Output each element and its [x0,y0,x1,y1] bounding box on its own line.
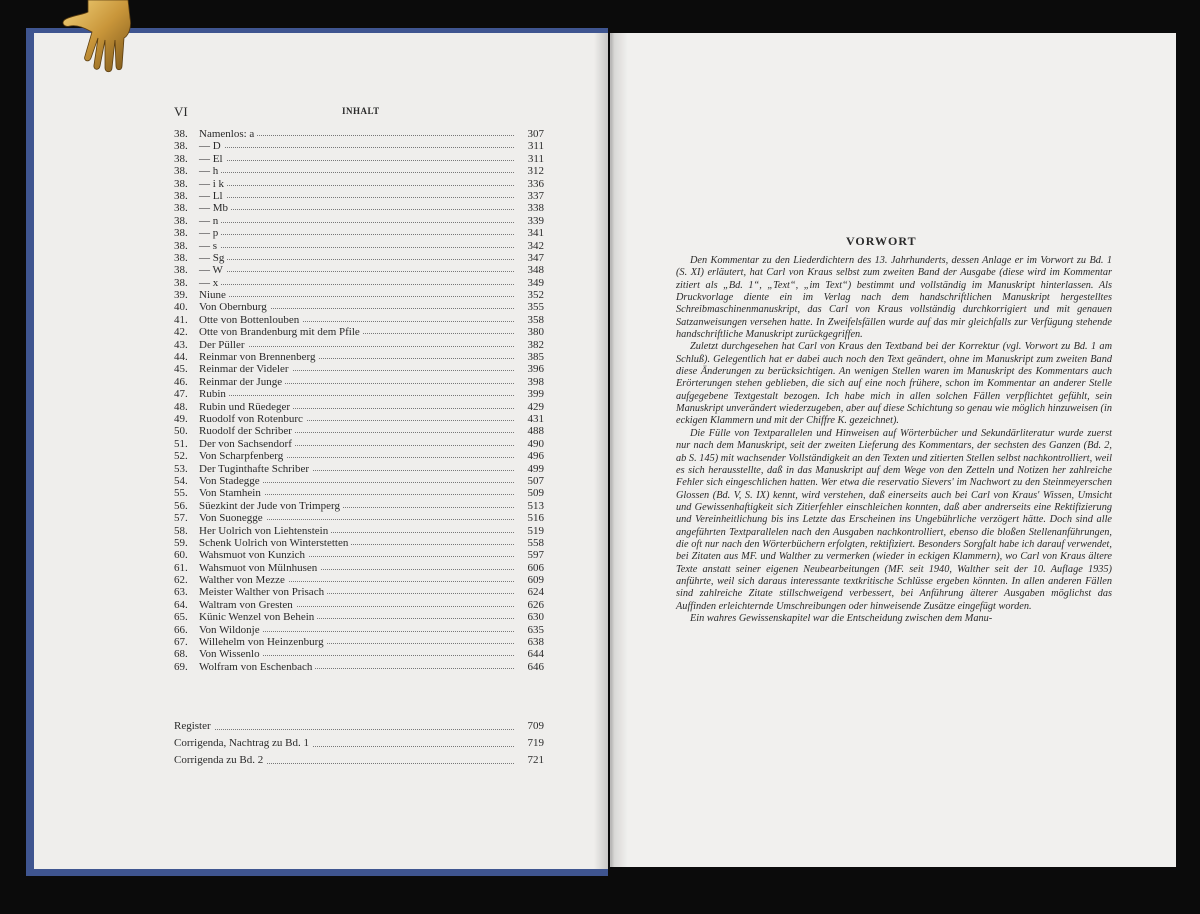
toc-entry [174,339,544,351]
toc-entry-label: — Mb [199,202,229,215]
toc-entry [174,153,544,165]
toc-entry-page: 338 [525,202,545,214]
toc-entry [174,549,544,561]
toc-entry-label: — x [199,276,219,289]
toc-entry [174,301,544,313]
toc-entry-label: Von Wissenlo [199,648,260,661]
toc-entry [174,425,544,437]
toc-entry-number: 49. [174,412,188,425]
toc-entry-label: Der von Sachsendorf [199,437,292,450]
toc-entry-page: 496 [525,450,545,462]
toc-entry-page: 385 [525,351,545,363]
toc-entry-label: Ruodolf von Rotenburc [199,412,303,425]
toc-entry-label: Schenk Uolrich von Winterstetten [199,536,349,549]
toc-entry-label: Von Suonegge [199,512,263,525]
foreword-title: VORWORT [846,234,917,248]
toc-entry-page: 380 [525,326,545,338]
toc-entry-page: 348 [525,264,545,276]
toc-entry-page: 347 [525,252,545,264]
toc-entry-label: Willehelm von Heinzenburg [199,636,324,649]
table-of-contents-appendix [174,718,544,769]
toc-entry-label: — D [199,140,221,153]
toc-entry [174,351,544,363]
toc-entry-number: 65. [174,611,188,624]
toc-entry-page: 638 [525,636,545,648]
toc-entry-label: Niune [199,289,226,302]
toc-entry [174,463,544,475]
toc-entry-number: 50. [174,425,188,438]
toc-entry-number: 38. [174,165,188,178]
toc-entry-number: 39. [174,289,188,302]
toc-entry-page: 624 [525,586,545,598]
toc-entry [174,475,544,487]
toc-entry-page: 507 [525,475,545,487]
toc-entry [174,401,544,413]
toc-entry [174,376,544,388]
toc-entry-page: 341 [525,227,545,239]
toc-entry-number: 56. [174,499,188,512]
toc-entry [174,500,544,512]
toc-entry-label: Otte von Brandenburg mit dem Pfile [199,326,360,339]
toc-entry-page: 488 [525,425,545,437]
toc-entry [174,388,544,400]
toc-entry-label: Corrigenda zu Bd. 2 [174,752,266,769]
toc-entry-page: 382 [525,339,545,351]
toc-entry-page: 429 [525,401,545,413]
toc-entry [174,202,544,214]
toc-entry-page: 516 [525,512,545,524]
toc-entry [174,624,544,636]
table-of-contents [174,128,544,673]
toc-entry [174,165,544,177]
toc-entry-number: 44. [174,351,188,364]
toc-entry-number: 64. [174,598,188,611]
leader-dots [174,147,514,148]
toc-entry-number: 38. [174,214,188,227]
toc-entry-label: Wahsmuot von Mülnhusen [199,561,318,574]
toc-entry-label: Reinmar der Junge [199,375,283,388]
toc-entry-label: Otte von Bottenlouben [199,313,300,326]
toc-entry-number: 38. [174,128,188,140]
toc-entry [174,190,544,202]
toc-entry-page: 490 [525,438,545,450]
toc-entry-label: Von Wildonje [199,623,260,636]
toc-entry-page: 311 [525,140,544,152]
toc-entry-label: — p [199,227,219,240]
toc-entry-page: 358 [525,314,545,326]
toc-entry [174,289,544,301]
toc-entry-page: 513 [525,500,545,512]
toc-entry-page: 709 [525,718,545,735]
toc-entry-number: 57. [174,512,188,525]
toc-entry-page: 635 [525,624,545,636]
toc-entry-number: 38. [174,189,188,202]
toc-appendix-entry [174,735,544,752]
toc-entry-label: Süezkint der Jude von Trimperg [199,499,340,512]
toc-entry-number: 69. [174,660,188,673]
toc-entry [174,512,544,524]
toc-entry-label: — Ll [199,189,223,202]
foreword-paragraph: Die Fülle von Textparallelen und Hinweisen auf Wörterbücher und Sekundärliteratur wurde zuerst nur nach dem Manuskript, seit der zweiten Lieferung des Kommentars, der sechsten des Ganzen (Bd. 2, ab S. 145) mit wachsender Vollständigkeit an den Texten und zitierten Stellen selbst nachkontrolliert, weil es sich herausstellte, daß in das Manuskript auf dem Wege von den Zetteln und Notizen her zahlreiche Fehler sich eingeschlichen hatten. Wer etwa die reservatio Sievers' im Nachwort zu den Steinmeyerschen Glossen (Bd. V, S. IX) kennt, wird verstehen, daß einerseits auch bei Carl von Kraus' Wissen, Umsicht und Gewissenhaftigkeit sich Zitierfehler einschleichen konnten, daß aber andrerseits eine Rektifizierung und Vereinheitlichung bis ins Letzte das Erscheinen ins Ungebührliche verzögert hätte. Doch sind alle angeführten Textparallelen nach den Ausgaben nachkontrolliert, ebenso die bloßen Stellenanführungen, die oft nur nach den Wörterbüchern erfolgten, rektifiziert. Besonders Sorgfalt habe ich darauf verwendet, bei Zitaten aus MF. und Walther zu vermerken (wieder in eckigen Klammern), wo Carl von Kraus ältere Texte anstatt seiner eigenen Neubearbeitungen (MF. seit 1940, Walther seit der 10. Auflage 1935) anführte, weil sich daraus interessante textkritische Schlüsse ergeben könnten. In allen anderen Fällen sind zahlreiche Zitate stillschweigend verbessert, bei Anführung älterer Ausgaben möglichst das Auffinden erleichternde Umschreibungen oder hinweisende Zusätze eingefügt worden. [676,427,1112,612]
toc-entry-label: Von Stamhein [199,487,261,500]
toc-entry [174,450,544,462]
toc-entry [174,140,544,152]
toc-entry [174,648,544,660]
toc-entry-label: — W [199,264,223,277]
toc-entry-page: 626 [525,599,545,611]
toc-entry-page: 630 [525,611,545,623]
toc-entry-label: Rubin und Rüedeger [199,400,291,413]
toc-entry-page: 307 [525,128,545,140]
toc-appendix-entry [174,718,544,735]
toc-entry-number: 42. [174,326,188,339]
toc-entry-page: 646 [525,661,545,673]
toc-appendix-entry [174,752,544,769]
toc-entry [174,215,544,227]
toc-entry [174,252,544,264]
toc-entry-page: 519 [525,525,545,537]
toc-entry [174,636,544,648]
toc-entry-number: 62. [174,574,188,587]
leader-dots [174,222,514,223]
book-gutter [594,33,628,869]
toc-entry-label: Rubin [199,388,226,401]
page-header [174,104,544,122]
toc-entry-number: 55. [174,487,188,500]
toc-entry-number: 38. [174,251,188,264]
toc-entry-number: 59. [174,536,188,549]
toc-entry-label: — n [199,214,219,227]
toc-entry-number: 66. [174,623,188,636]
toc-entry-number: 61. [174,561,188,574]
toc-entry [174,525,544,537]
toc-entry-label: — Sg [199,251,225,264]
toc-entry-number: 63. [174,586,188,599]
toc-entry-label: Register [174,718,214,735]
toc-entry [174,363,544,375]
toc-entry-number: 58. [174,524,188,537]
toc-entry [174,413,544,425]
toc-entry [174,574,544,586]
toc-entry-number: 43. [174,338,188,351]
toc-entry-page: 337 [525,190,545,202]
toc-entry-page: 336 [525,178,545,190]
toc-entry-label: Namenlos: a [199,128,255,140]
toc-entry-label: Wolfram von Eschenbach [199,660,313,673]
toc-entry-label: Reinmar von Brennenberg [199,351,316,364]
toc-entry-label: Von Stadegge [199,474,260,487]
leader-dots [174,247,514,248]
toc-entry [174,661,544,673]
toc-entry-page: 342 [525,240,545,252]
toc-entry-page: 721 [525,752,545,769]
toc-entry-number: 38. [174,152,188,165]
foreword-body [676,255,1112,625]
toc-entry [174,277,544,289]
toc-entry-label: Corrigenda, Nachtrag zu Bd. 1 [174,735,312,752]
hand-icon [58,0,154,74]
toc-entry-number: 54. [174,474,188,487]
toc-entry-number: 67. [174,636,188,649]
toc-entry-page: 597 [525,549,545,561]
toc-entry [174,264,544,276]
toc-entry-page: 609 [525,574,545,586]
toc-entry-label: — s [199,239,218,252]
toc-entry [174,611,544,623]
toc-entry [174,599,544,611]
foreword-paragraph: Den Kommentar zu den Liederdichtern des 13. Jahrhunderts, dessen Anlage er im Vorwort zu Bd. 1 (S. XI) erläutert, hat Carl von Kraus selbst zum zweiten Band der Ausgabe (diese wird im Kommentar zitiert als „Bd. 1“, „Text“, „im Text“) bestimmt und vollständig im Manuskript hinterlassen. Als Druckvorlage diente ein im Verlag nach dem handschriftlichen Manuskript hergestelltes Schreibmaschinenmanuskript, das Carl von Kraus vollständig durchkorrigiert und mit genauen Satzanweisungen versehen hatte. In Zweifelsfällen wurde auf das mir gleichfalls zur Verfügung stehende handschriftliche Manuskript zurückgegriffen. [676,255,1112,341]
toc-entry-label: Von Obernburg [199,301,267,314]
toc-entry-page: 398 [525,376,545,388]
running-title: INHALT [342,106,380,116]
toc-entry-number: 53. [174,462,188,475]
toc-entry-number: 45. [174,363,188,376]
toc-entry-number: 60. [174,549,188,562]
toc-entry-page: 355 [525,301,545,313]
toc-entry-page: 311 [525,153,544,165]
toc-entry-number: 38. [174,227,188,240]
toc-entry-page: 352 [525,289,545,301]
toc-entry-label: Reinmar der Videler [199,363,289,376]
toc-entry-page: 558 [525,537,545,549]
toc-entry-page: 349 [525,277,545,289]
toc-entry-label: Meister Walther von Prisach [199,586,325,599]
toc-entry-label: — i k [199,177,225,190]
toc-entry-page: 339 [525,215,545,227]
toc-entry-number: 38. [174,177,188,190]
toc-entry-page: 396 [525,363,545,375]
toc-entry-label: — El [199,152,223,165]
toc-entry [174,178,544,190]
toc-entry-page: 399 [525,388,545,400]
toc-entry-number: 41. [174,313,188,326]
leader-dots [174,284,514,285]
toc-entry-number: 52. [174,450,188,463]
toc-entry-label: Der Püller [199,338,245,351]
toc-entry [174,326,544,338]
toc-entry-number: 48. [174,400,188,413]
toc-entry-label: Von Scharpfenberg [199,450,284,463]
foreword-paragraph: Ein wahres Gewissenskapitel war die Entscheidung zwischen dem Manu- [690,612,993,624]
toc-entry-label: Wahsmuot von Kunzich [199,549,306,562]
toc-entry-page: 499 [525,463,545,475]
toc-entry-label: Waltram von Gresten [199,598,293,611]
toc-entry-label: Der Tuginthafte Schriber [199,462,309,475]
toc-entry-number: 46. [174,375,188,388]
toc-entry-number: 38. [174,239,188,252]
toc-entry-number: 38. [174,264,188,277]
page-number: VI [174,104,188,119]
toc-entry [174,586,544,598]
toc-entry-label: Her Uolrich von Liehtenstein [199,524,329,537]
toc-entry [174,537,544,549]
leader-dots [174,729,514,730]
toc-entry-number: 38. [174,140,188,153]
toc-entry-page: 644 [525,648,545,660]
toc-entry-label: Ruodolf der Schriber [199,425,292,438]
toc-entry [174,314,544,326]
toc-entry [174,438,544,450]
toc-entry-number: 38. [174,276,188,289]
toc-entry-number: 47. [174,388,188,401]
toc-entry-page: 509 [525,487,545,499]
toc-entry [174,227,544,239]
toc-entry [174,562,544,574]
toc-entry-number: 51. [174,437,188,450]
toc-entry-label: Künic Wenzel von Behein [199,611,315,624]
toc-entry-number: 40. [174,301,188,314]
foreword-paragraph: Zuletzt durchgesehen hat Carl von Kraus den Textband bei der Korrektur (vgl. Vorwort zu Bd. 1 am Schluß). Gelegentlich hat er dabei auch noch den Text geändert, ohne im Manuskript zum zweiten Band diese Änderungen zu berücksichtigen. An wenigen Stellen waren im Manuskript des Kommentars auch Erörterungen stehen geblieben, die sich auf eine noch frühere, schon im Kommentar an anderer Stelle aufgegebene Textgestalt bezogen. Ich habe mich in allen solchen Fällen verpflichtet gefühlt, sein Manuskript unverändert wiederzugeben, aber auf diese Schichtung so genau wie möglich hinzuweisen (in eckigen Klammern und mit der Chiffre K. gezeichnet). [676,341,1112,427]
leader-dots [174,172,514,173]
toc-entry [174,487,544,499]
toc-entry-label: — h [199,165,219,178]
toc-entry [174,128,544,140]
toc-entry-page: 431 [525,413,545,425]
toc-entry-label: Walther von Mezze [199,574,285,587]
toc-entry-number: 38. [174,202,188,215]
leader-dots [174,234,514,235]
toc-entry-page: 606 [525,562,545,574]
toc-entry-page: 719 [525,735,545,752]
toc-entry-number: 68. [174,648,188,661]
toc-entry-page: 312 [525,165,545,177]
toc-entry [174,240,544,252]
